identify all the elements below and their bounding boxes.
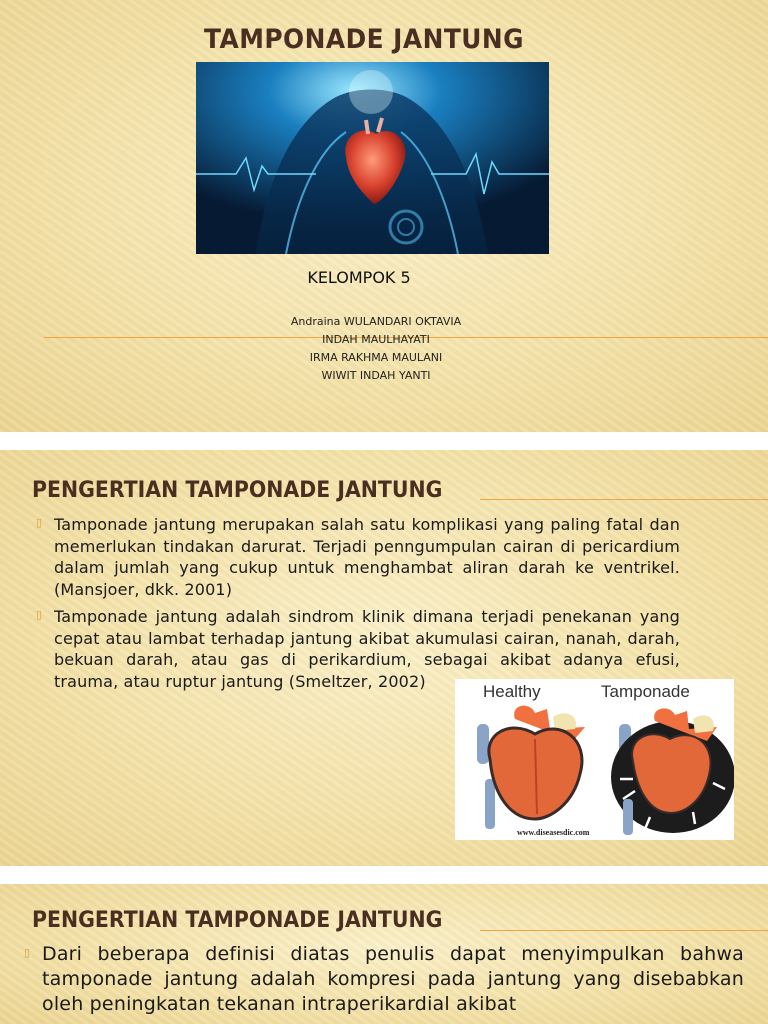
bullet-text: Tamponade jantung adalah sindrom klinik dimana terjadi penekanan yang cepat atau lambat terhadap jantung akibat akumulasi cairan, nanah, darah, bekuan darah, atau gas di perikardium, sebagai akibat adanya efusi, trauma, atau ruptur jantung (Smeltzer, 2002) [54,607,680,691]
title-slide [0,0,768,432]
slide-title: TAMPONADE JANTUNG [204,24,524,55]
member-list [0,313,752,385]
title-underline [480,499,768,500]
bullet-arrow-icon: ▯ [36,608,43,621]
bullet-text: Tamponade jantung merupakan salah satu komplikasi yang paling fatal dan memerlukan tindakan darurat. Terjadi penngumpulan cairan di pericardium dalam jumlah yang cukup untuk menghambat aliran darah ke ventrikel. (Mansjoer, dkk. 2001) [54,515,680,599]
heart-illustration-icon [196,62,549,254]
healthy-vs-tamponade-image [455,679,734,840]
bullet-arrow-icon: ▯ [24,946,31,959]
member-name: INDAH MAULHAYATI [322,333,430,346]
slide-gap [0,866,768,884]
definition-slide [0,450,768,866]
list-item [36,514,680,600]
bullet-arrow-icon: ▯ [36,516,43,529]
slide-title: PENGERTIAN TAMPONADE JANTUNG [32,908,443,933]
group-name: KELOMPOK 5 [307,268,411,287]
bullet-list [24,942,744,1023]
hero-heart-image [196,62,549,254]
image-watermark: www.diseasesdic.com [517,828,590,837]
label-tamponade: Tamponade [601,682,690,701]
bullet-text: Dari beberapa definisi diatas penulis dapat menyimpulkan bahwa tamponade jantung adalah kompresi pada jantung yang disebabkan oleh peningkatan tekanan intraperikardial akibat [42,943,744,1015]
conclusion-slide [0,884,768,1024]
title-underline [480,930,768,931]
list-item [24,942,744,1017]
slide-title: PENGERTIAN TAMPONADE JANTUNG [32,478,443,503]
healthy-heart-icon [477,706,585,829]
member-name: WIWIT INDAH YANTI [321,369,431,382]
tamponade-heart-icon [611,708,734,835]
bullet-list [36,514,680,698]
member-name: Andraina WULANDARI OKTAVIA [290,315,462,328]
slide-gap [0,432,768,450]
label-healthy: Healthy [483,682,541,701]
member-name: IRMA RAKHMA MAULANI [309,351,443,364]
